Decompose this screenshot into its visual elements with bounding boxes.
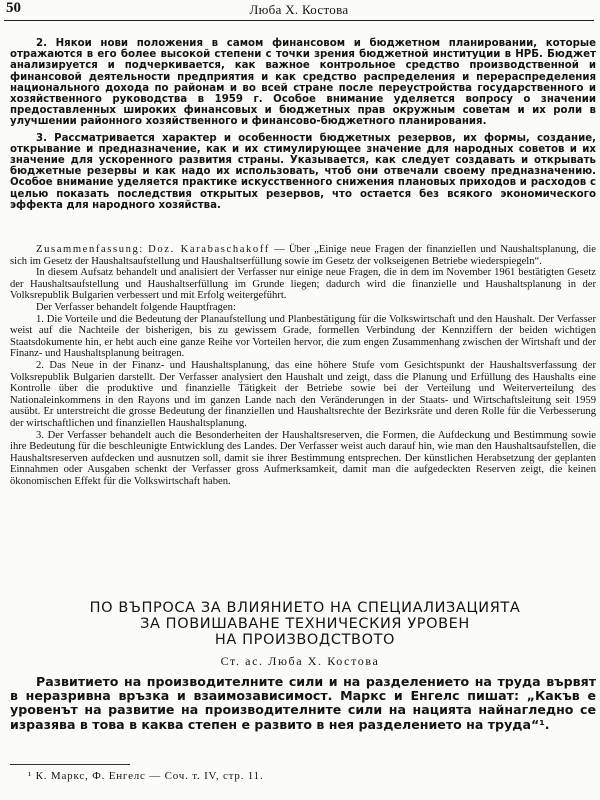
article-title-line-2: ЗА ПОВИШАВАНЕ ТЕХНИЧЕСКИЯ УРОВЕН	[140, 616, 470, 632]
zusammenfassung-label: Zusammenfassung:	[36, 244, 144, 255]
german-paragraph-3: 1. Die Vorteile und die Bedeutung der Planaufstellung und Planbestätigung für die Volkswirtschaft und den Haushalt. Der Verfasser weist auf die Nachteile der bisherigen, bis zu gewissem Grade, formellen Verbindung der Kennziffern der beiden wichtigen Staatsdokumente hin, er hebt auch eine ganze Reihe vor Vorteilen hervor, die zum engen Zusammenhang zwischen der Wirtshaft und der Finanz- und Haushaltsplanung beitragen.	[10, 313, 596, 360]
summary-author: Doz. Karabaschakoff	[148, 244, 270, 255]
running-head: Люба Х. Костова	[249, 2, 349, 17]
article-body	[10, 675, 596, 732]
article-title	[40, 600, 570, 648]
article-paragraph-1: Развитието на производителните сили и на разделението на труда вървят в неразривна връзка и взаимозависимост. Маркс и Енгелс пишат: „Какъв е уровенът на развитие на производителните сили на нацията найнагледно се изразява в това в каква степен е развито в нея разделението на труда“¹.	[10, 674, 596, 732]
summary-title: — Über „Einige neue Fragen der finanziellen und Naushaltsplanung, die sich im Gesetz der Haushaltsaufstellung und Haushaltserfüllung sowie im Gesetz der volkseigenen Betriebe wiederspiegeln“.	[10, 244, 596, 267]
german-paragraph-5: 3. Der Verfasser behandelt auch die Besonderheiten der Haushaltsreserven, die Formen, die Aufdeckung und Bestimmung sowie ihre Bedeutung für die beschleunigte Entwicklung des Landes. Der Verfasser weist auch darauf hin, wie man den Haushaltsaufstellen, die Haushaltsreserven aufdecken und ausnutzen soll, damit sie ihrer Bestimmung entsprechen. Der künstlichen Herabsetzung der geplanten Einnahmen oder Ausgaben schenkt der Verfasser gross Aufmerksamkeit, damit man die aufgedeckten Reserven zeigt, die keinen ökonomischen Effekt für die Volkswirtschaft haben.	[10, 429, 596, 487]
article-title-line-3: НА ПРОИЗВОДСТВОТО	[214, 632, 396, 648]
summary-point-2: 2. Някои нови положения в самом финансовом и бюджетном планировании, которые отражаются в его более высокой степени с точки зрения бюджетной институции в НРБ. Бюджет анализируется и подчеркивается, как важное контрольное средство производственной и финансовой деятельности предприятия и как средство распределения и перераспределения национального дохода по районам и во всей стране после переустройства государственного и хозяйственного руководства в 1959 г. Особое внимание уделяется вопросу о значении предоставленных широких финансовых и бюджетных прав окружным советам и их роли в улучшении районного хозяйственного и финансово-бюджетного планирования.	[10, 38, 596, 128]
footnote-divider	[10, 764, 130, 765]
article-title-line-1: ПО ВЪПРОСА ЗА ВЛИЯНИЕТО НА СПЕЦИАЛИЗАЦИЯТА	[89, 600, 521, 616]
german-paragraph-2: Der Verfasser behandelt folgende Hauptfragen:	[36, 301, 236, 313]
german-paragraph-1: In diesem Aufsatz behandelt und analisiert der Verfasser nur einige neue Fragen, die in dem im November 1961 bestätigten Gesetz der Haushaltsaufstellung und Haushaltserfüllung im Grunde liegen; dadurch wird die finanzielle und Haushaltsplanung in der Volksrepublik Bulgarien verbessert und mit Erfolg weitergeführt.	[10, 267, 596, 302]
german-paragraph-4: 2. Das Neue in der Finanz- und Haushaltsplanung, das eine höhere Stufe vom Gesichtspunkt der Haushaltsverfassung der Volksrepublik Bulgarien darstellt. Der Verfasser analysiert den Haushalt und zeigt, dass die Planung und Erfüllung des Haushalts eine Kontrolle über die produktive und finanzielle Tätigkeit der Betriebe sowie bei der Verteilung und Weiterverteilung des Nationaleinkommens in den Rayons und im ganzen Lande nach den Veränderungen in der Staats- und Wirtschaftsleitung seit 1959 ausübt. Er unterstreicht die grosse Bedeutung der finanziellen und Haushaltsrechte der Bezirksräte und deren Rolle für die Verbesserung der wirtschaftlichen und finanziellen Haushaltsplanung.	[10, 359, 596, 429]
summary-point-3: 3. Рассматривается характер и особенности бюджетных резервов, их формы, создание, открывание и предназначение, как и их стимулирующее значение для народных советов и их значение для ускоренного развития страны. Указывается, как следует создавать и открывать бюджетные резервы и как надо их использовать, чтоб они отвечали своему предназначению. Особое внимание уделяется практике искусственного снижения плановых приходов и расходов с целью показать последствия открытых резервов, что остается без всякого экономического эффекта для народного хозяйства.	[10, 132, 596, 211]
german-summary-intro	[10, 244, 596, 267]
page-number: 50	[6, 0, 21, 16]
german-summary	[10, 244, 596, 487]
footnote: ¹ К. Маркс, Ф. Енгелс — Соч. т. IV, стр. 11.	[28, 770, 264, 782]
bulgarian-summary	[10, 38, 596, 216]
page-header	[4, 0, 594, 21]
article-byline: Ст. ас. Люба Х. Костова	[220, 654, 380, 668]
